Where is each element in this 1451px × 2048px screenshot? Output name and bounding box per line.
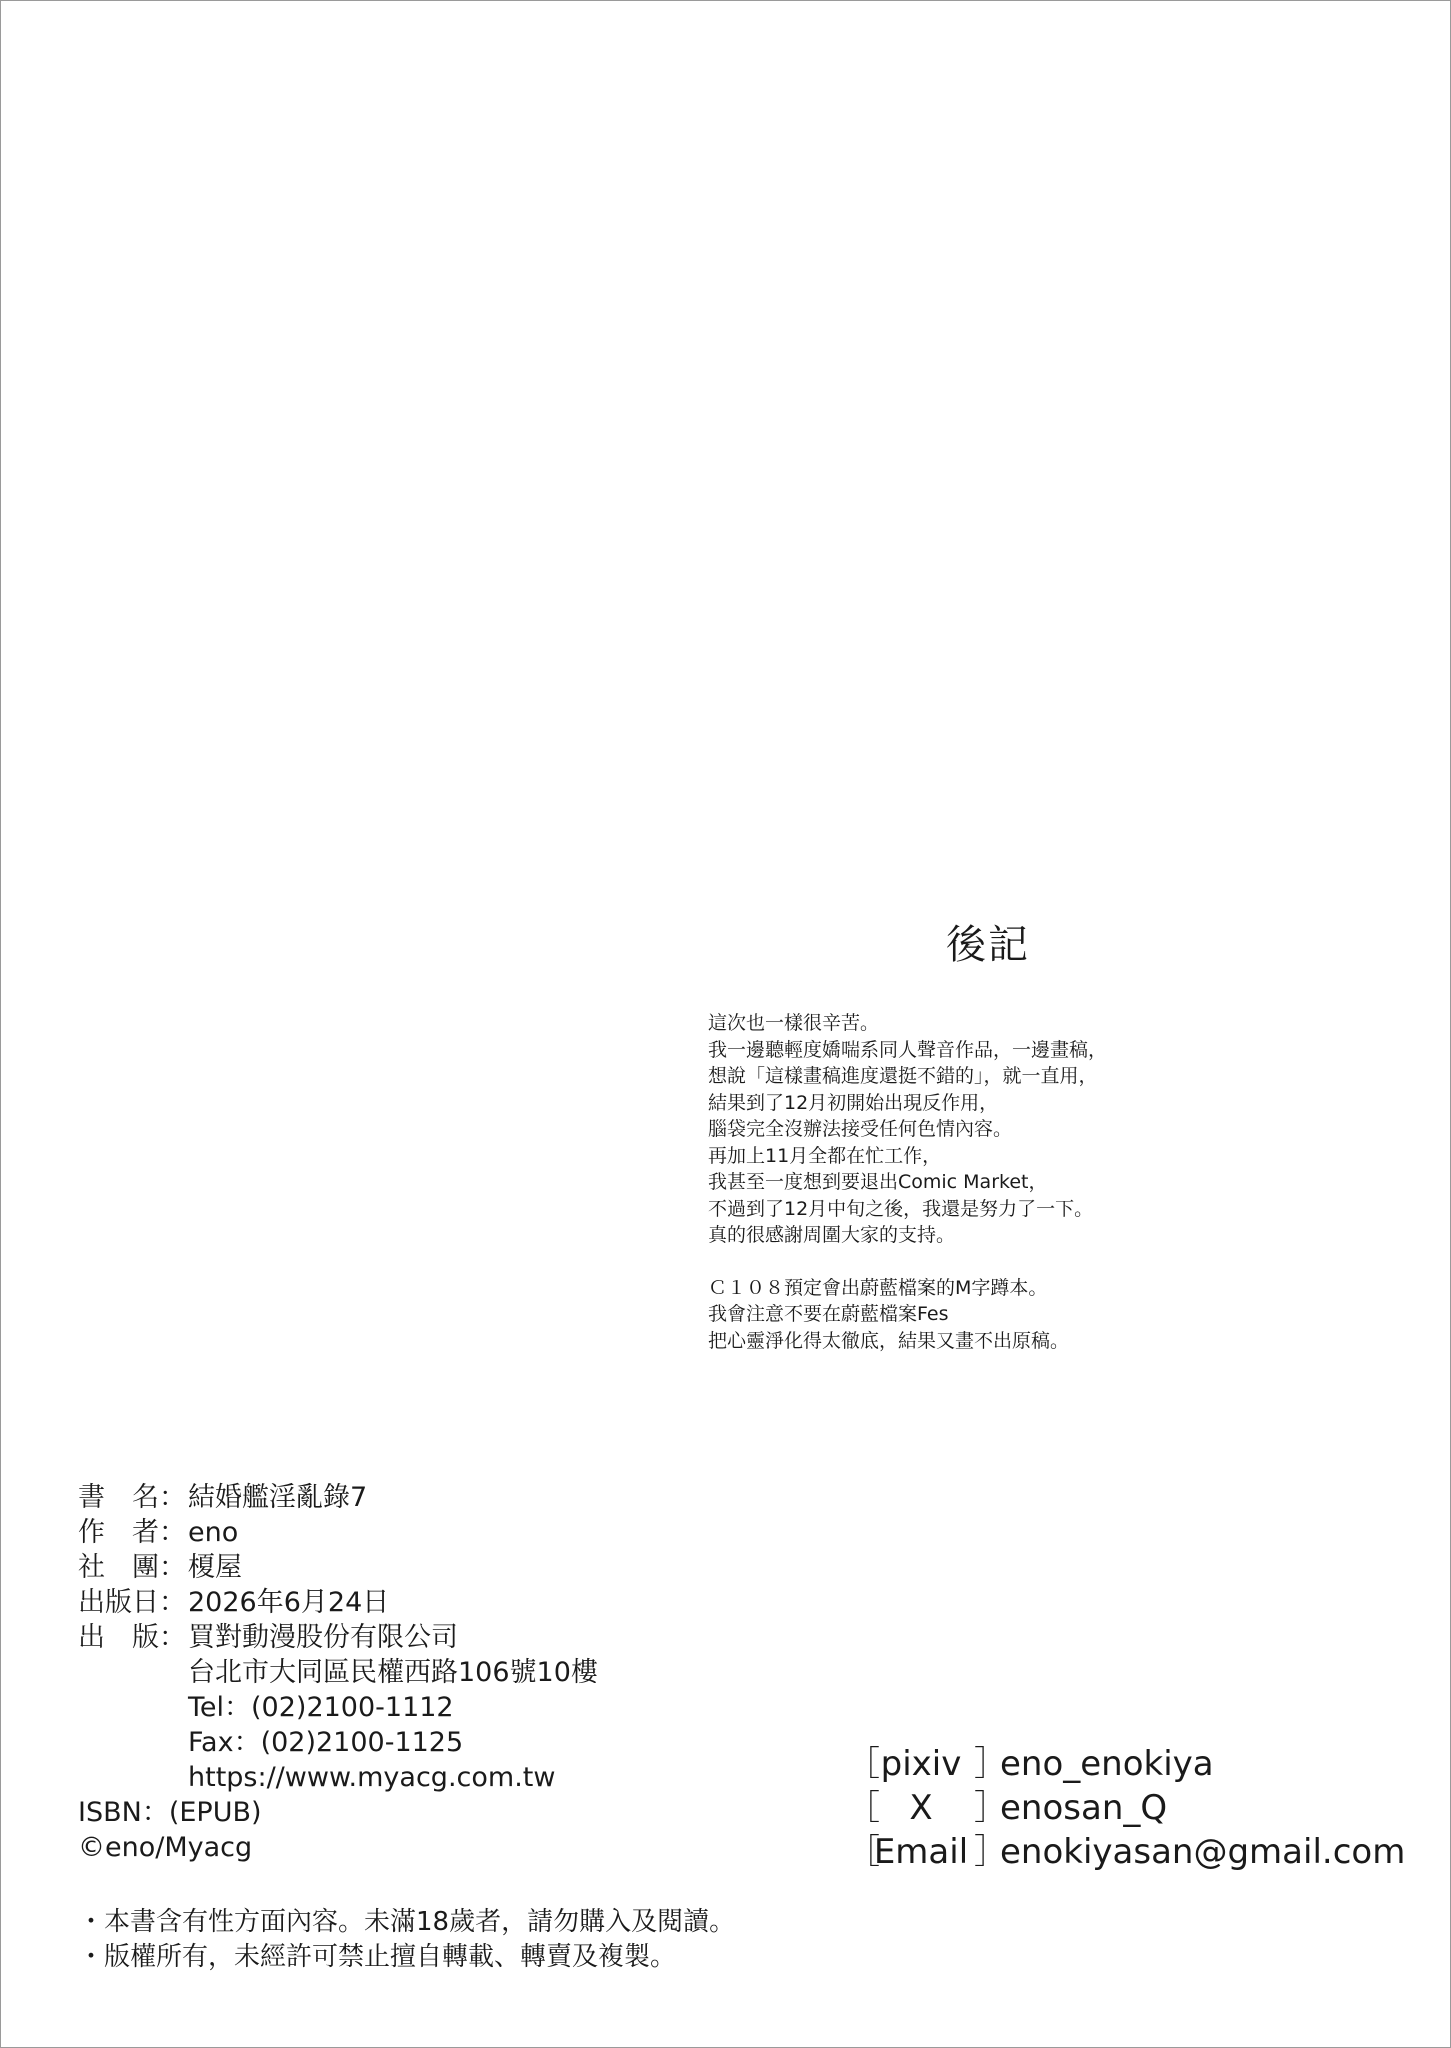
colophon-title-row bbox=[78, 1480, 598, 1515]
afterword-line: 我一邊聽輕度嬌喘系同人聲音作品，一邊畫稿， bbox=[708, 1038, 1108, 1061]
bracket-open: ［ bbox=[846, 1744, 880, 1784]
notice-adult-content: ・本書含有性方面內容。未滿18歲者，請勿購入及閱讀。 bbox=[78, 1907, 736, 1937]
colophon-date-row bbox=[78, 1585, 598, 1620]
afterword-line: 我會注意不要在蔚藍檔案Fes bbox=[708, 1303, 949, 1325]
colophon-circle-value: 榎屋 bbox=[188, 1552, 242, 1583]
afterword-line: 把心靈淨化得太徹底，結果又畫不出原稿。 bbox=[708, 1329, 1070, 1352]
afterword-body bbox=[708, 1010, 1107, 1354]
afterword-line: 想說「這樣畫稿進度還挺不錯的」，就一直用， bbox=[708, 1065, 1098, 1087]
colophon-publisher-value: 買對動漫股份有限公司 bbox=[188, 1622, 458, 1653]
colophon-address: 台北市大同區民權西路106號10樓 bbox=[188, 1657, 598, 1688]
colophon-tel: Tel：(02)2100-1112 bbox=[188, 1692, 454, 1723]
afterword-line: 再加上11月全都在忙工作， bbox=[708, 1144, 942, 1167]
colophon-author-label: 作 者： bbox=[78, 1517, 186, 1548]
contact-value-email: enokiyasan@gmail.com bbox=[1000, 1832, 1406, 1872]
afterword-line: 我甚至一度想到要退出Comic Market， bbox=[708, 1171, 1048, 1193]
colophon-title-value: 結婚艦淫亂錄7 bbox=[188, 1482, 368, 1513]
contact-label-text: pixiv bbox=[880, 1744, 962, 1784]
colophon-circle-row bbox=[78, 1550, 598, 1585]
bracket-open: ［ bbox=[846, 1788, 880, 1828]
colophon-publisher-row bbox=[78, 1620, 598, 1655]
afterword-line: 結果到了12月初開始出現反作用， bbox=[708, 1091, 999, 1114]
contact-value-pixiv: eno_enokiya bbox=[1000, 1744, 1214, 1784]
colophon-date-label: 出版日： bbox=[78, 1587, 186, 1618]
colophon-copyright: ©eno/Myacg bbox=[78, 1832, 253, 1863]
afterword-line: 不過到了12月中旬之後，我還是努力了一下。 bbox=[708, 1197, 1094, 1220]
bracket-close: ］ bbox=[974, 1744, 1008, 1784]
afterword-title: 後記 bbox=[946, 922, 1030, 968]
contact-label-text: X bbox=[909, 1788, 933, 1828]
afterword-line: Ｃ１０８預定會出蔚藍檔案的M字蹲本。 bbox=[708, 1276, 1048, 1299]
colophon-isbn: ISBN：(EPUB) bbox=[78, 1797, 262, 1828]
contact-label-text: Email bbox=[873, 1832, 969, 1872]
contacts bbox=[846, 1742, 1405, 1874]
bracket-close: ］ bbox=[974, 1832, 1008, 1872]
afterword-paragraph-2 bbox=[708, 1275, 1107, 1355]
afterword-line: 真的很感謝周圍大家的支持。 bbox=[708, 1224, 956, 1246]
notices bbox=[78, 1905, 735, 1975]
contact-row-x bbox=[846, 1786, 1405, 1830]
colophon bbox=[78, 1480, 598, 1865]
colophon-circle-label: 社 團： bbox=[78, 1552, 186, 1583]
colophon-publisher-label: 出 版： bbox=[78, 1622, 186, 1653]
notice-copyright: ・版權所有，未經許可禁止擅自轉載、轉賣及複製。 bbox=[78, 1942, 677, 1972]
afterword-line: 腦袋完全沒辦法接受任何色情內容。 bbox=[708, 1118, 1013, 1140]
contact-value-x: enosan_Q bbox=[1000, 1788, 1168, 1828]
colophon-author-row bbox=[78, 1515, 598, 1550]
contact-label-email bbox=[846, 1830, 1008, 1874]
contact-row-email bbox=[846, 1830, 1405, 1874]
bracket-close: ］ bbox=[974, 1788, 1008, 1828]
afterword-line: 這次也一樣很辛苦。 bbox=[708, 1012, 880, 1034]
colophon-fax: Fax：(02)2100-1125 bbox=[188, 1727, 464, 1758]
bracket-open: ［ bbox=[846, 1832, 880, 1872]
afterword-paragraph-1 bbox=[708, 1010, 1107, 1249]
colophon-website: https://www.myacg.com.tw bbox=[188, 1762, 556, 1793]
colophon-date-value: 2026年6月24日 bbox=[188, 1587, 390, 1618]
colophon-author-value: eno bbox=[188, 1517, 239, 1548]
contact-label-pixiv bbox=[846, 1742, 1008, 1786]
contact-row-pixiv bbox=[846, 1742, 1405, 1786]
colophon-title-label: 書 名： bbox=[78, 1482, 186, 1513]
contact-label-x bbox=[846, 1786, 1008, 1830]
